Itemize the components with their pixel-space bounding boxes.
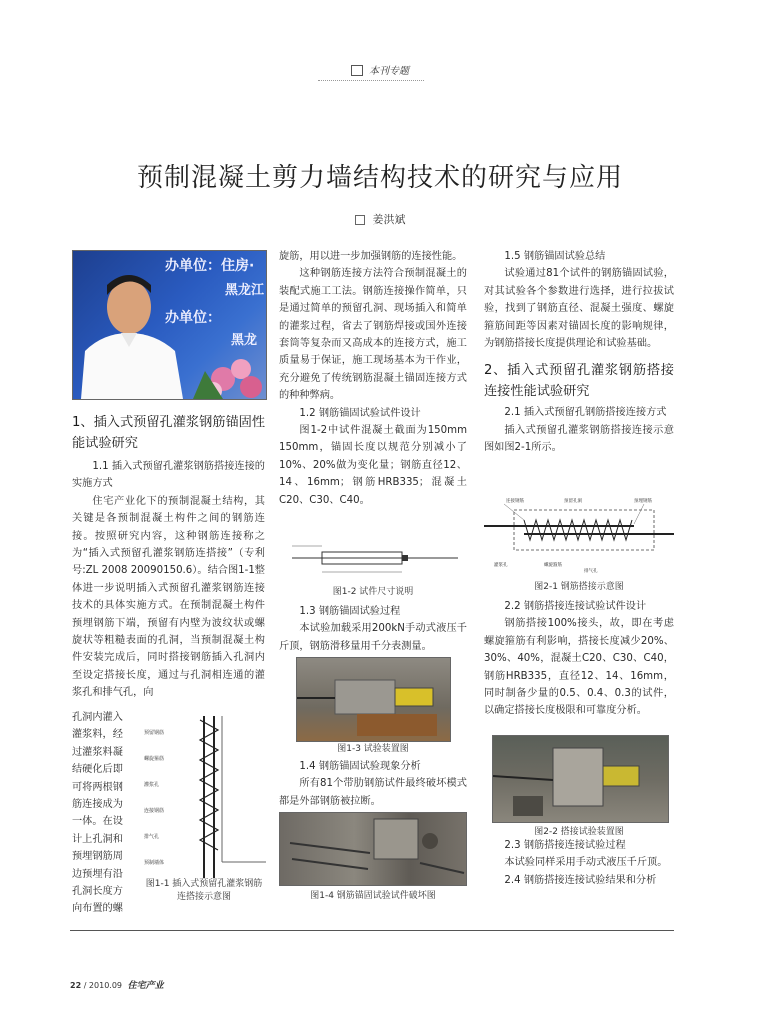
paragraph: 试验通过81个试件的钢筋锚固试验，对其试验各个参数进行选择，进行拉拔试验，找到了钢筋直径、混凝土强度、螺旋箍筋间距等因素对锚固长度的影响规律，为钢筋搭接长度提供理论和试验基础。 bbox=[484, 268, 674, 350]
page-footer bbox=[70, 978, 164, 991]
figure-2-2-caption: 图2-2 搭接试验装置图 bbox=[534, 827, 624, 837]
subheading-2-1: 2.1 插入式预留孔钢筋搭接连接方式 bbox=[504, 407, 667, 419]
figure-1-1-caption: 图1-1 插入式预留孔灌浆钢筋连搭接示意图 bbox=[145, 879, 263, 902]
running-header bbox=[0, 62, 760, 77]
figure-label: 灌浆孔 bbox=[494, 563, 508, 568]
home-icon bbox=[351, 65, 363, 76]
footer-rule bbox=[70, 930, 674, 931]
paragraph: 这种钢筋连接方法符合预制混凝土的装配式施工工法。钢筋连接操作简单，只是通过简单的预留孔洞、现场插入和简单的灌浆过程，省去了钢筋焊接或国外连接套筒等复杂而又高成本的连接方式，施工质量易于保证，施工现场基本为干作业，充分避免了传统钢筋混凝土锚固连接方式的种种弊病。 bbox=[279, 268, 467, 402]
figure-1-1-labels bbox=[144, 720, 194, 876]
issue-date: / 2010.09 bbox=[83, 981, 123, 990]
figure-1-4-photo bbox=[279, 812, 467, 886]
header-section: 本刊专题 bbox=[369, 66, 409, 77]
portrait-bg-text: 黑龙 bbox=[231, 333, 258, 348]
figure-1-4-drawing bbox=[280, 813, 466, 885]
portrait-figure bbox=[73, 251, 266, 399]
author-name: 姜洪斌 bbox=[372, 213, 406, 226]
section-1-heading: 1、插入式预留孔灌浆钢筋锚固性能试验研究 bbox=[72, 415, 266, 451]
figure-2-2-drawing bbox=[493, 736, 668, 822]
figure-label: 灌浆孔 bbox=[144, 782, 160, 788]
subheading-2-2: 2.2 钢筋搭接连接试验试件设计 bbox=[504, 601, 647, 612]
header-rule bbox=[318, 80, 424, 81]
figure-label: 预留钢筋 bbox=[144, 730, 165, 736]
paragraph: 旋筋，用以进一步加强钢筋的连接性能。 bbox=[279, 251, 463, 262]
column-2-section-1-3 bbox=[279, 603, 467, 655]
paragraph: 所有81个带肋钢筋试件最终破坏模式都是外部钢筋被拉断。 bbox=[279, 778, 467, 807]
column-3 bbox=[484, 248, 674, 457]
paragraph: 本试验加载采用200kN手动式液压千斤顶，钢筋滑移量用千分表测量。 bbox=[279, 623, 467, 652]
figure-2-1 bbox=[484, 496, 674, 576]
journal-name: 住宅产业 bbox=[127, 981, 164, 991]
figure-label: 预埋钢筋 bbox=[634, 499, 652, 504]
text-line: 计上孔洞和 bbox=[72, 833, 123, 845]
text-line: 可将两根钢 bbox=[72, 781, 123, 793]
text-line: 灌浆料，经 bbox=[72, 729, 123, 741]
article-title: 预制混凝土剪力墙结构技术的研究与应用 bbox=[136, 163, 623, 193]
section-2-heading: 2、插入式预留孔灌浆钢筋搭接连接性能试验研究 bbox=[484, 363, 674, 400]
paragraph: 本试验同样采用手动式液压千斤顶。 bbox=[504, 857, 668, 869]
subheading-1-4: 1.4 钢筋锚固试验现象分析 bbox=[299, 761, 421, 772]
text-line: 过灌浆料凝 bbox=[72, 746, 123, 758]
text-line: 结硬化后即 bbox=[72, 764, 123, 776]
figure-label: 排气孔 bbox=[144, 834, 160, 840]
figure-label: 螺旋箍筋 bbox=[144, 756, 165, 762]
figure-label: 预留孔洞 bbox=[564, 499, 582, 504]
figure-1-3-caption: 图1-3 试验装置图 bbox=[337, 744, 409, 754]
figure-2-1-caption: 图2-1 钢筋搭接示意图 bbox=[534, 582, 624, 592]
portrait-bg-text: 办单位：住房· bbox=[165, 258, 255, 274]
column-2 bbox=[279, 248, 467, 509]
portrait-bg-text: 办单位： bbox=[165, 310, 221, 326]
text-line: 孔洞内灌入 bbox=[72, 712, 123, 723]
figure-2-1-drawing bbox=[484, 496, 674, 576]
figure-1-3-drawing bbox=[297, 658, 450, 741]
text-line: 边预埋有沿 bbox=[72, 868, 123, 880]
paragraph: 钢筋搭接100%接头，故，即在考虑螺旋箍筋有利影响，搭接长度减少20%、30%、40%，混凝土C20、C30、C40，钢筋HRB335，直径12、14、16mm，同时制备少量的0.5、0.4、0.3的试件，以确定搭接长度极限和可靠度分析。 bbox=[484, 618, 674, 717]
subheading-1-2: 1.2 钢筋锚固试验试件设计 bbox=[299, 407, 421, 419]
text-line: 向布置的螺 bbox=[72, 903, 123, 915]
figure-1-3-photo bbox=[296, 657, 451, 742]
subheading-2-3: 2.3 钢筋搭接连接试验过程 bbox=[504, 840, 626, 851]
subheading-2-4: 2.4 钢筋搭接连接试验结果和分析 bbox=[504, 874, 657, 886]
page-number: 22 bbox=[70, 981, 82, 990]
figure-label: 排气孔 bbox=[584, 569, 598, 574]
paragraph: 插入式预留孔灌浆钢筋搭接连接示意图如图2-1所示。 bbox=[484, 424, 674, 454]
subheading-1-5: 1.5 钢筋锚固试验总结 bbox=[504, 251, 606, 262]
text-line: 孔洞长度方 bbox=[72, 886, 123, 898]
figure-1-2 bbox=[282, 540, 468, 580]
text-line: 筋连接成为 bbox=[72, 799, 123, 811]
column-2-section-1-4 bbox=[279, 758, 467, 810]
figure-label: 预制墙体 bbox=[144, 860, 165, 866]
paragraph: 图1-2中试件混凝土截面为150mm 150mm，锚固长度以规范分别减小了10%、20%做为变化量；钢筋直径12、14、16mm；钢筋HRB335；混凝土C20、C30、C40。 bbox=[279, 425, 467, 506]
figure-label: 螺旋箍筋 bbox=[544, 563, 562, 568]
author-portrait bbox=[72, 250, 267, 400]
column-3-section-2-3 bbox=[484, 837, 674, 889]
column-1-narrow bbox=[72, 709, 142, 918]
figure-1-2-drawing bbox=[282, 540, 468, 580]
figure-1-1 bbox=[144, 716, 266, 878]
paragraph: 住宅产业化下的预制混凝土结构，其关键是各预制混凝土构件之间的钢筋连接。按照研究内容，这种钢筋连接称之为“插入式预留孔灌浆钢筋连搭接”（专利号:ZL 2008 20090150.6）。结合图1-1整体进一步说明插入式预留孔灌浆钢筋连接技术的具体实施方式。在预制混凝土构件预埋钢筋下端，预留有内壁为波纹状或螺旋状等粗糙表面的孔洞，当预制混凝土构件安装完成后，同时搭接钢筋插入孔洞内至设定搭接长度，通过与孔洞相连通的灌浆孔和排气孔，向 bbox=[72, 495, 265, 699]
portrait-bg-text: 黑龙江 bbox=[225, 283, 265, 298]
figure-1-2-caption: 图1-2 试件尺寸说明 bbox=[332, 587, 414, 597]
author-line bbox=[0, 211, 760, 227]
author-box-icon bbox=[355, 215, 365, 225]
column-1 bbox=[72, 412, 265, 702]
figure-2-2-photo bbox=[492, 735, 669, 823]
column-3-section-2-2 bbox=[484, 598, 674, 720]
figure-1-4-caption: 图1-4 钢筋锚固试验试件破坏图 bbox=[310, 891, 436, 901]
subheading-1-3: 1.3 钢筋锚固试验过程 bbox=[299, 606, 401, 617]
subheading-1-1: 1.1 插入式预留孔灌浆钢筋搭接连接的实施方式 bbox=[72, 461, 265, 490]
figure-label: 连接钢筋 bbox=[506, 499, 524, 504]
figure-label: 连接钢筋 bbox=[144, 808, 165, 814]
text-line: 一体。在设 bbox=[72, 816, 123, 828]
text-line: 预埋钢筋周 bbox=[72, 851, 123, 863]
